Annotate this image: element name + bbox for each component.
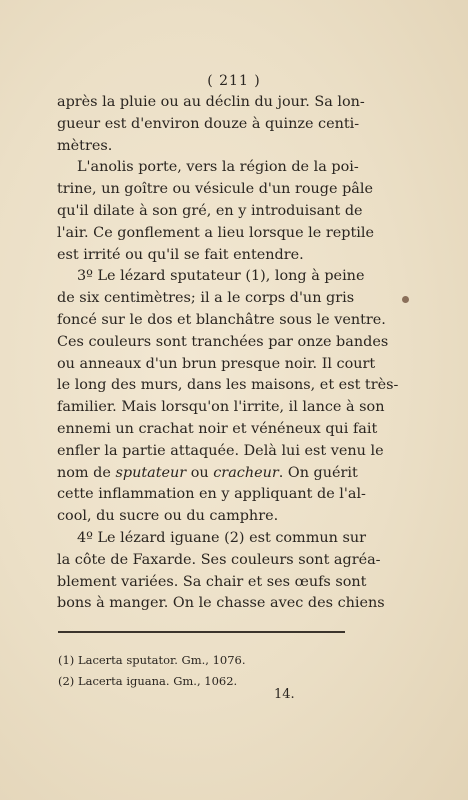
text-line: cette inflammation en y appliquant de l'al- xyxy=(57,486,366,503)
footnote-rule xyxy=(58,631,345,633)
text-line: ennemi un crachat noir et vénéneux qui fait xyxy=(57,420,378,437)
text-line: qu'il dilate à son gré, en y introduisant de xyxy=(57,202,363,219)
text-line: ou anneaux d'un brun presque noir. Il court xyxy=(57,355,376,372)
text-segment: nom de xyxy=(57,464,116,481)
text-line: enfler la partie attaquée. Delà lui est venu le xyxy=(57,442,384,459)
text-segment: ou xyxy=(186,464,214,481)
text-line: foncé sur le dos et blanchâtre sous le ventre. xyxy=(57,311,386,328)
text-line: est irrité ou qu'il se fait entendre. xyxy=(57,246,304,263)
text-line: trine, un goître ou vésicule d'un rouge pâle xyxy=(57,181,374,198)
text-line: bons à manger. On le chasse avec des chiens xyxy=(57,595,385,612)
page-number: ( 211 ) xyxy=(207,73,261,89)
text-line: 4º Le lézard iguane (2) est commun sur xyxy=(77,529,366,546)
text-line: le long des murs, dans les maisons, et est très- xyxy=(57,377,399,394)
text-line-nom xyxy=(57,463,358,485)
text-segment: . On guérit xyxy=(278,464,358,481)
italic-term-cracheur: cracheur xyxy=(213,464,279,481)
paper-stain xyxy=(402,296,409,303)
footnotes xyxy=(58,650,246,692)
text-line: de six centimètres; il a le corps d'un gris xyxy=(57,290,355,307)
italic-term-sputateur: sputateur xyxy=(115,464,187,481)
footnote: (1) Lacerta sputator. Gm., 1076. xyxy=(58,653,246,667)
signature-mark: 14. xyxy=(274,687,295,702)
text-line: gueur est d'environ douze à quinze centi- xyxy=(57,115,360,132)
text-line: blement variées. Sa chair et ses œufs sont xyxy=(57,573,367,590)
text-line: mètres. xyxy=(57,137,113,154)
text-line: 3º Le lézard sputateur (1), long à peine xyxy=(77,268,365,285)
text-line: familier. Mais lorsqu'on l'irrite, il lance à son xyxy=(57,399,385,416)
text-line: L'anolis porte, vers la région de la poi- xyxy=(77,159,359,176)
text-line: la côte de Faxarde. Ses couleurs sont agréa- xyxy=(57,551,381,568)
footnote: (2) Lacerta iguana. Gm., 1062. xyxy=(58,674,238,688)
text-line: l'air. Ce gonflement a lieu lorsque le reptile xyxy=(57,224,374,241)
text-line: après la pluie ou au déclin du jour. Sa lon- xyxy=(57,94,365,110)
body-text xyxy=(57,92,399,615)
text-line: cool, du sucre ou du camphre. xyxy=(57,508,279,525)
text-line: Ces couleurs sont tranchées par onze bandes xyxy=(57,333,389,350)
